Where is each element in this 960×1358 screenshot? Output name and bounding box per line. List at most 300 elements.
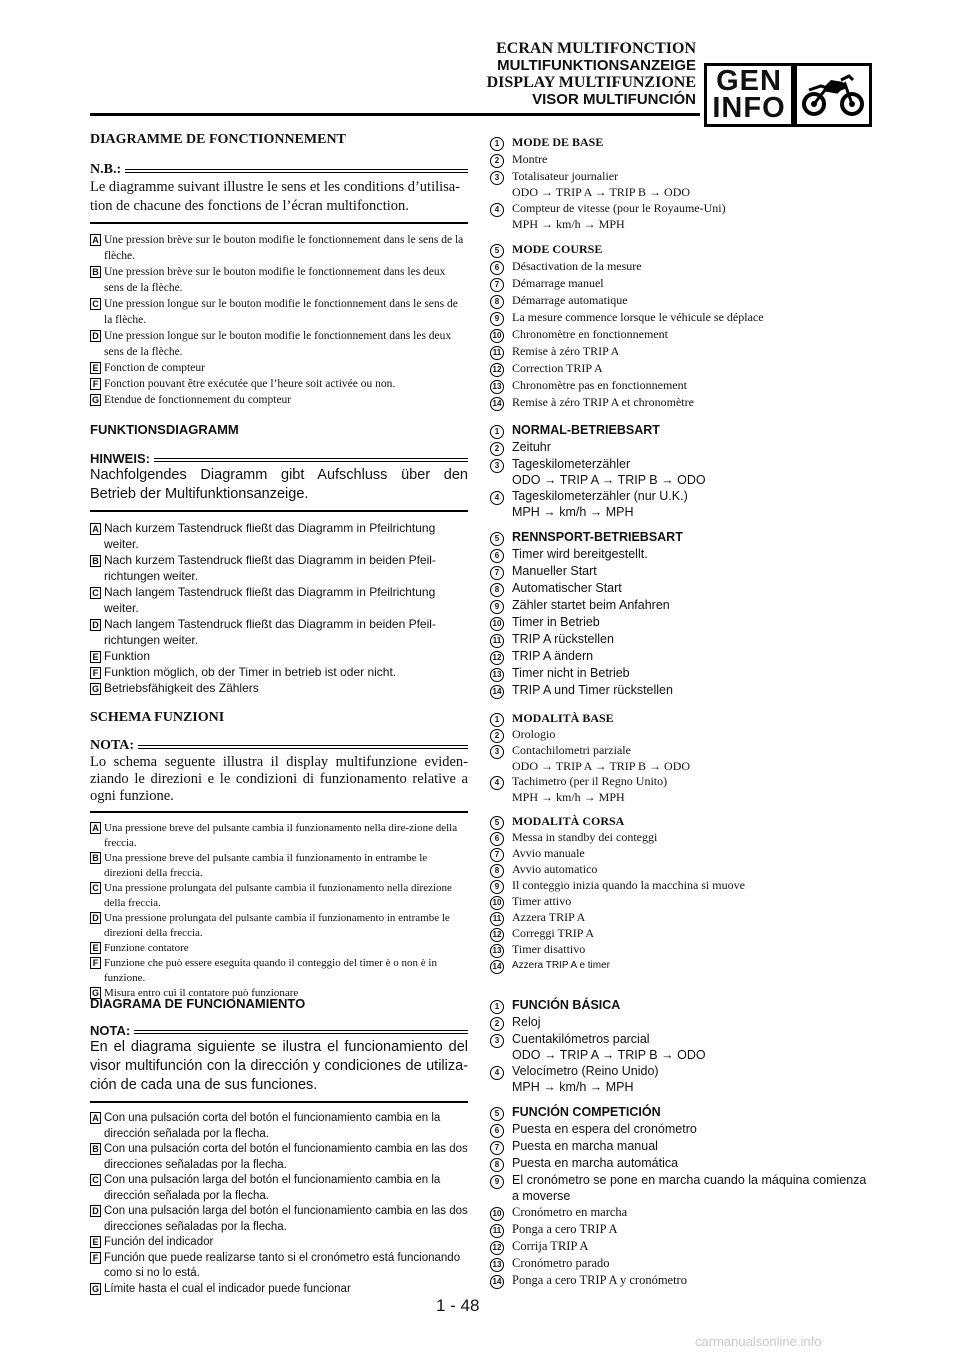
item-text-block <box>512 1063 870 1095</box>
header-title-fr: ECRAN MULTIFONCTION <box>496 40 696 57</box>
legend-key <box>90 296 104 328</box>
item-number-badge <box>490 1204 512 1221</box>
item-text: Cronómetro parado <box>512 1256 610 1270</box>
legend-key <box>90 552 104 584</box>
legend-item <box>90 392 468 408</box>
item-number: 4 <box>490 776 504 790</box>
divider <box>90 1101 468 1103</box>
legend-key-letter: G <box>91 988 99 998</box>
item-text-block <box>512 1238 870 1255</box>
item-text: RENNSPORT-BETRIEBSART <box>512 530 683 544</box>
spacer <box>490 805 870 814</box>
item-text: Démarrage automatique <box>512 293 628 307</box>
info-label: INFO <box>712 92 786 124</box>
legend-key <box>90 616 104 648</box>
legend-text: Misura entro cui il contatore può funzionare <box>104 987 299 999</box>
legend-key-letter: D <box>90 1205 101 1217</box>
list-item <box>490 563 870 580</box>
item-number: 13 <box>490 668 504 682</box>
item-text-block <box>512 292 870 309</box>
list-item <box>490 926 870 942</box>
item-number-badge <box>490 926 512 942</box>
item-text: Puesta en espera del cronómetro <box>512 1122 697 1136</box>
item-text: MODALITÀ CORSA <box>512 814 625 828</box>
item-text: Totalisateur journalier <box>512 169 619 183</box>
legend-text: Une pression longue sur le bouton modifie le fonctionnement dans les deux sens de la flèche. <box>104 330 452 358</box>
list-item <box>490 814 870 830</box>
item-subtext: ODO → TRIP A → TRIP B → ODO <box>512 1048 706 1062</box>
list-item <box>490 862 870 878</box>
item-number: 11 <box>490 912 504 926</box>
item-number-badge <box>490 894 512 910</box>
item-number: 4 <box>490 491 504 505</box>
item-number-badge <box>490 377 512 394</box>
list-item <box>490 200 870 232</box>
list-item <box>490 727 870 743</box>
item-number-badge <box>490 422 512 439</box>
item-text-block <box>512 422 870 439</box>
item-text: Cronómetro en marcha <box>512 1205 628 1219</box>
item-text: Zähler startet beim Anfahren <box>512 598 670 612</box>
legend-key-letter: A <box>90 523 101 535</box>
section-fr <box>90 132 468 408</box>
legend-item <box>90 520 468 552</box>
item-text-block <box>512 878 870 894</box>
legend-text: Una pressione breve del pulsante cambia il funzionamento nella dire-zione della freccia. <box>104 822 458 849</box>
item-text-block <box>512 894 870 910</box>
item-number: 5 <box>490 816 504 830</box>
item-number: 9 <box>490 312 504 326</box>
item-subtext: MPH → km/h → MPH <box>512 1080 634 1094</box>
item-text-block <box>512 563 870 580</box>
item-text-block <box>512 200 870 232</box>
legend-key-letter: C <box>90 1174 101 1186</box>
legend-item <box>90 648 468 664</box>
item-text-block <box>512 743 870 774</box>
item-text: Timer wird bereitgestellt. <box>512 547 648 561</box>
item-number: 6 <box>490 549 504 563</box>
item-number: 7 <box>490 848 504 862</box>
item-number: 3 <box>490 745 504 759</box>
list-item <box>490 422 870 439</box>
legend-key <box>90 1235 104 1251</box>
legend-item <box>90 956 468 986</box>
list-item <box>490 529 870 546</box>
item-text: La mesure commence lorsque le véhicule se déplace <box>512 310 764 324</box>
item-number: 7 <box>490 566 504 580</box>
legend-key-letter: C <box>90 298 101 310</box>
item-number-badge <box>490 241 512 258</box>
legend-item <box>90 881 468 911</box>
spacer <box>490 1095 870 1104</box>
legend-key-letter: F <box>90 667 101 679</box>
item-text: Timer disattivo <box>512 942 586 956</box>
item-number-badge <box>490 360 512 377</box>
legend-key <box>90 392 104 408</box>
list-item <box>490 292 870 309</box>
legend-key <box>90 328 104 360</box>
legend-key-letter: E <box>90 1236 101 1248</box>
legend-list <box>90 232 468 408</box>
legend-key <box>90 941 104 956</box>
list-item <box>490 377 870 394</box>
list-item <box>490 614 870 631</box>
item-text-block <box>512 1121 870 1138</box>
motorcycle-icon <box>797 66 869 124</box>
legend-text: Nach kurzem Tastendruck fließt das Diagramm in Pfeilrichtung weiter. <box>104 521 436 551</box>
legend-text: Límite hasta el cual el indicador puede funcionar <box>104 1282 351 1295</box>
items-it <box>490 711 870 974</box>
section-title: DIAGRAMME DE FONCTIONNEMENT <box>90 132 346 147</box>
item-number: 1 <box>490 1000 504 1014</box>
legend-text: Fonction de compteur <box>104 362 205 374</box>
legend-key <box>90 584 104 616</box>
list-item <box>490 241 870 258</box>
note-label: N.B.: <box>90 162 122 177</box>
item-text: Puesta en marcha automática <box>512 1156 679 1170</box>
legend-item <box>90 680 468 696</box>
item-text-block <box>512 597 870 614</box>
item-text-block <box>512 134 870 151</box>
item-text-block <box>512 241 870 258</box>
list-item <box>490 830 870 846</box>
item-number: 3 <box>490 459 504 473</box>
item-text-block <box>512 456 870 488</box>
legend-item <box>90 1142 468 1173</box>
legend-item <box>90 296 468 328</box>
item-text: Il conteggio inizia quando la macchina si muove <box>512 878 745 892</box>
item-number-badge <box>490 711 512 727</box>
item-number-badge <box>490 134 512 151</box>
item-text-block <box>512 1255 870 1272</box>
legend-text: Nach kurzem Tastendruck fließt das Diagramm in beiden Pfeil-richtungen weiter. <box>104 553 436 583</box>
legend-item <box>90 584 468 616</box>
list-item <box>490 1104 870 1121</box>
legend-text: Función del indicador <box>104 1236 214 1248</box>
note-header <box>90 738 468 754</box>
legend-text: Con una pulsación larga del botón el funcionamiento cambia en las dos direcciones señaladas por la flecha. <box>104 1205 468 1233</box>
legend-list <box>90 520 468 696</box>
item-number: 6 <box>490 832 504 846</box>
item-subtext: MPH → km/h → MPH <box>512 217 625 231</box>
item-text-block <box>512 958 870 974</box>
item-text: FUNCIÓN COMPETICIÓN <box>512 1105 661 1119</box>
list-item <box>490 134 870 151</box>
item-subtext: MPH → km/h → MPH <box>512 789 625 804</box>
item-text: Automatischer Start <box>512 581 622 595</box>
item-text-block <box>512 665 870 682</box>
item-text: FUNCIÓN BÁSICA <box>512 998 621 1012</box>
item-number: 10 <box>490 617 504 631</box>
item-text: Chronomètre pas en fonctionnement <box>512 378 687 392</box>
list-item <box>490 343 870 360</box>
item-text: TRIP A rückstellen <box>512 632 614 646</box>
legend-item <box>90 1235 468 1251</box>
item-number: 1 <box>490 425 504 439</box>
section-de <box>90 422 468 696</box>
items-fr <box>490 134 870 411</box>
legend-item <box>90 1282 468 1298</box>
item-number-badge <box>490 309 512 326</box>
item-number: 6 <box>490 1124 504 1138</box>
item-text: Corrija TRIP A <box>512 1239 589 1253</box>
item-number-badge <box>490 648 512 665</box>
legend-key <box>90 376 104 392</box>
legend-key <box>90 881 104 911</box>
legend-key <box>90 1251 104 1282</box>
legend-text: Nach langem Tastendruck fließt das Diagramm in Pfeilrichtung weiter. <box>104 585 436 615</box>
item-text: Cuentakilómetros parcial <box>512 1032 650 1046</box>
item-number-badge <box>490 1255 512 1272</box>
header-titles <box>487 40 696 108</box>
section-title: FUNKTIONSDIAGRAMM <box>90 422 239 437</box>
legend-key <box>90 1282 104 1298</box>
legend-item <box>90 264 468 296</box>
item-number-badge <box>490 1121 512 1138</box>
item-text-block <box>512 394 870 411</box>
item-number: 11 <box>490 1224 504 1238</box>
list-item <box>490 1172 870 1204</box>
legend-key <box>90 664 104 680</box>
legend-key <box>90 1111 104 1142</box>
item-number: 10 <box>490 329 504 343</box>
item-number-badge <box>490 326 512 343</box>
legend-key <box>90 956 104 986</box>
item-number-badge <box>490 997 512 1014</box>
item-text: Montre <box>512 152 548 166</box>
legend-key-letter: B <box>90 1143 101 1155</box>
item-text: Contachilometri parziale <box>512 743 631 757</box>
item-text: TRIP A und Timer rückstellen <box>512 683 673 697</box>
item-text-block <box>512 926 870 942</box>
note-header <box>90 1023 468 1038</box>
legend-item <box>90 851 468 881</box>
legend-key-letter: D <box>90 619 101 631</box>
list-item <box>490 360 870 377</box>
item-number: 3 <box>490 1034 504 1048</box>
item-number-badge <box>490 488 512 520</box>
legend-key <box>90 520 104 552</box>
item-text: Ponga a cero TRIP A y cronómetro <box>512 1273 687 1287</box>
item-text-block <box>512 631 870 648</box>
item-subtext: ODO → TRIP A → TRIP B → ODO <box>512 473 706 487</box>
list-item <box>490 168 870 200</box>
item-text: Ponga a cero TRIP A <box>512 1222 618 1236</box>
item-text: Correggi TRIP A <box>512 926 595 940</box>
item-text-block <box>512 360 870 377</box>
item-number: 14 <box>490 960 504 974</box>
item-text-block <box>512 309 870 326</box>
item-number: 9 <box>490 600 504 614</box>
item-number: 7 <box>490 278 504 292</box>
list-item <box>490 326 870 343</box>
item-number: 6 <box>490 261 504 275</box>
item-number-badge <box>490 846 512 862</box>
item-number: 2 <box>490 154 504 168</box>
motorcycle-badge <box>794 63 872 127</box>
legend-text: Funktion <box>104 649 151 663</box>
intro-text: Le diagramme suivant illustre le sens et les conditions d’utilisa-tion de chacune des fonctions de l’écran multifonction. <box>90 179 461 214</box>
legend-text: Una pressione prolungata del pulsante cambia il funzionamento in entrambe le direzioni della freccia. <box>104 912 450 939</box>
list-item <box>490 597 870 614</box>
legend-text: Funktion möglich, ob der Timer in betrieb ist oder nicht. <box>104 665 397 679</box>
item-number: 1 <box>490 137 504 151</box>
legend-key-letter: A <box>90 1112 101 1124</box>
item-number-badge <box>490 1138 512 1155</box>
list-item <box>490 878 870 894</box>
item-number-badge <box>490 631 512 648</box>
section-title: SCHEMA FUNZIONI <box>90 710 225 725</box>
item-text: Tageskilometerzähler (nur U.K.) <box>512 489 688 503</box>
item-text: Compteur de vitesse (pour le Royaume-Uni) <box>512 201 726 215</box>
item-text-block <box>512 711 870 727</box>
item-text-block <box>512 151 870 168</box>
list-item <box>490 711 870 727</box>
legend-key-letter: A <box>90 822 101 834</box>
item-number-badge <box>490 1063 512 1095</box>
item-text-block <box>512 258 870 275</box>
list-item <box>490 546 870 563</box>
item-number: 14 <box>490 397 504 411</box>
item-number: 10 <box>490 896 504 910</box>
list-item <box>490 846 870 862</box>
legend-item <box>90 328 468 360</box>
item-number-badge <box>490 958 512 974</box>
item-number-badge <box>490 665 512 682</box>
item-number: 12 <box>490 928 504 942</box>
legend-key <box>90 911 104 941</box>
item-number: 10 <box>490 1207 504 1221</box>
item-text-block <box>512 846 870 862</box>
note-label: HINWEIS: <box>90 451 150 466</box>
legend-key <box>90 360 104 376</box>
item-number-badge <box>490 614 512 631</box>
item-text: Correction TRIP A <box>512 361 603 375</box>
legend-text: Con una pulsación corta del botón el funcionamiento cambia en la dirección señalada por la flecha. <box>104 1112 441 1140</box>
item-number: 12 <box>490 651 504 665</box>
item-text-block <box>512 1104 870 1121</box>
item-subtext: MPH → km/h → MPH <box>512 505 634 519</box>
legend-key-letter: D <box>90 912 101 924</box>
item-number: 13 <box>490 1258 504 1272</box>
item-text-block <box>512 830 870 846</box>
note-label: NOTA: <box>90 1023 131 1038</box>
header-title-de: MULTIFUNKTIONSANZEIGE <box>497 57 696 74</box>
item-number-badge <box>490 743 512 774</box>
list-item <box>490 456 870 488</box>
legend-item <box>90 821 468 851</box>
spacer <box>490 520 870 529</box>
legend-text: Funzione che può essere eseguita quando il conteggio del timer è o non è in funzione. <box>104 957 437 984</box>
item-text: Remise à zéro TRIP A et chronomètre <box>512 395 694 409</box>
item-text: Avvio manuale <box>512 846 585 860</box>
divider <box>90 222 468 224</box>
item-text-block <box>512 546 870 563</box>
legend-text: Etendue de fonctionnement du compteur <box>104 394 292 406</box>
header-title-it: DISPLAY MULTIFUNZIONE <box>486 74 696 91</box>
spacer <box>490 232 870 241</box>
item-number-badge <box>490 200 512 232</box>
item-text-block <box>512 910 870 926</box>
header-rule <box>90 113 700 116</box>
item-number-badge <box>490 1104 512 1121</box>
list-item <box>490 1255 870 1272</box>
legend-key <box>90 821 104 851</box>
gen-info-badge <box>704 63 794 127</box>
legend-key <box>90 648 104 664</box>
legend-text: Nach langem Tastendruck fließt das Diagramm in beiden Pfeil-richtungen weiter. <box>104 617 436 647</box>
item-text: Démarrage manuel <box>512 276 604 290</box>
legend-key-letter: G <box>91 395 99 405</box>
legend-item <box>90 1204 468 1235</box>
list-item <box>490 910 870 926</box>
item-text: Remise à zéro TRIP A <box>512 344 620 358</box>
legend-key <box>90 680 104 696</box>
list-item <box>490 631 870 648</box>
legend-list <box>90 1111 468 1297</box>
item-text-block <box>512 1138 870 1155</box>
legend-key-letter: B <box>90 852 101 864</box>
item-number-badge <box>490 942 512 958</box>
item-text-block <box>512 1272 870 1289</box>
list-item <box>490 258 870 275</box>
item-text-block <box>512 168 870 200</box>
note-label: NOTA: <box>90 738 135 753</box>
item-text-block <box>512 580 870 597</box>
item-number-badge <box>490 1238 512 1255</box>
item-text-block <box>512 1204 870 1221</box>
section-it <box>90 710 468 1001</box>
item-text: Velocímetro (Reino Unido) <box>512 1064 659 1078</box>
list-item <box>490 1204 870 1221</box>
item-text: Reloj <box>512 1015 541 1029</box>
item-number: 11 <box>490 346 504 360</box>
item-number: 9 <box>490 880 504 894</box>
legend-text: Una pressione breve del pulsante cambia il funzionamento in entrambe le direzioni della freccia. <box>104 852 428 879</box>
item-text-block <box>512 488 870 520</box>
item-text: Messa in standby dei conteggi <box>512 830 658 844</box>
list-item <box>490 997 870 1014</box>
item-text-block <box>512 997 870 1014</box>
list-item <box>490 151 870 168</box>
watermark: carmanualsonline.info <box>695 1334 822 1349</box>
item-number: 2 <box>490 1017 504 1031</box>
items-de <box>490 422 870 699</box>
item-text: Tachimetro (per il Regno Unito) <box>512 774 668 788</box>
legend-key-letter: E <box>90 942 101 954</box>
item-subtext: ODO → TRIP A → TRIP B → ODO <box>512 758 691 773</box>
item-number-badge <box>490 878 512 894</box>
item-text-block <box>512 1031 870 1063</box>
item-number-badge <box>490 830 512 846</box>
item-number-badge <box>490 343 512 360</box>
legend-key <box>90 1204 104 1235</box>
list-item <box>490 1031 870 1063</box>
legend-text: Une pression brève sur le bouton modifie le fonctionnement dans le sens de la flèche. <box>104 234 464 262</box>
legend-item <box>90 1111 468 1142</box>
legend-key <box>90 1142 104 1173</box>
intro-text: Nachfolgendes Diagramm gibt Aufschluss über den Betrieb der Multifunktionsanzeige. <box>90 467 468 502</box>
item-number: 3 <box>490 171 504 185</box>
list-item <box>490 1063 870 1095</box>
item-text: Azzera TRIP A e timer <box>512 960 611 971</box>
item-text: Tageskilometerzähler <box>512 457 631 471</box>
legend-key-letter: F <box>90 957 101 969</box>
item-text-block <box>512 377 870 394</box>
legend-text: Betriebsfähigkeit des Zählers <box>104 681 259 695</box>
item-text: Azzera TRIP A <box>512 910 586 924</box>
legend-key-letter: E <box>90 651 101 663</box>
